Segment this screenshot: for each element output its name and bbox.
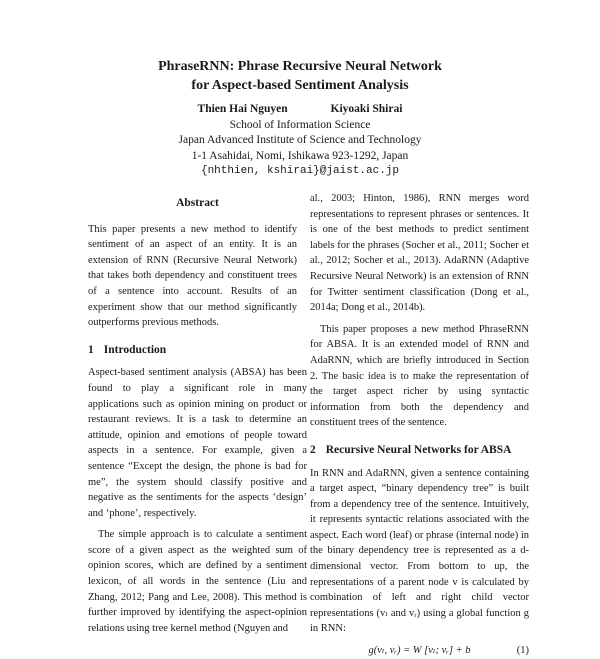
equation-1 [310, 643, 529, 659]
section-2-paragraph-1: In RNN and AdaRNN, given a sentence containing a target aspect, “binary dependency tree” is built from a dependency tree of the sentence. Intuitively, it represents syntactic relations associated with the aspect. Each word (leaf) or phrase (internal node) in the binary dependency tree is represented as a d-dimensional vector. From bottom to up, the representations of a parent node v is calculated by combination of left and right child vector representations (vₗ and vᵣ) using a global function g in RNN: [310, 467, 529, 635]
section-2-number: 2 [310, 443, 316, 456]
author-2: Kiyoaki Shirai [330, 103, 403, 115]
intro-paragraph-continued: al., 2003; Hinton, 1986), RNN merges word representations to represent phrases or sentences. It is one of the best methods to predict sentiment labels for the phrases (Socher et al., 2011; Socher et al., 2012; Socher et al., 2013). AdaRNN (Adaptive Recursive Neural Network) is an extension of RNN for Twitter sentiment classification (Dong et al., 2014a; Dong et al., 2014b). [310, 193, 529, 314]
right-column [310, 191, 529, 659]
author-names [0, 102, 600, 118]
equation-1-number: (1) [516, 645, 529, 657]
address: 1-1 Asahidai, Nomi, Ishikawa 923-1292, Japan [191, 149, 409, 162]
paper-title [0, 57, 600, 95]
section-1-number: 1 [88, 343, 94, 356]
abstract-heading: Abstract [176, 197, 219, 209]
author-block [0, 102, 600, 180]
equation-1-body: g(vₗ, vᵣ) = W [vₗ; vᵣ] + b [368, 645, 471, 657]
abstract-text: This paper presents a new method to identify sentiment of an aspect of an entity. It is an extension of RNN (Recursive Neural Network) that takes both dependency and constituent trees of a sentence into account. Results of an experiment show that our method significantly outperforms previous methods. [88, 223, 297, 329]
section-2-heading [310, 443, 529, 459]
intro-paragraph-1: Aspect-based sentiment analysis (ABSA) has been found to play a significant role in many applications such as opinion mining on product or restaurant reviews. It is a task to determine an attitude, opinion and emotions of people toward aspects in a sentence. For example, given a sentence “Except the design, the phone is bad for me”, the system should classify positive and negative as the sentiments for the aspects ‘design’ and ‘phone’, respectively. [88, 367, 307, 519]
title-line-2: for Aspect-based Sentiment Analysis [191, 78, 409, 93]
affiliation-1: School of Information Science [229, 118, 371, 131]
affiliation-2: Japan Advanced Institute of Science and Technology [178, 134, 422, 146]
intro-paragraph-2: The simple approach is to calculate a sentiment score of a given aspect as the weighted sum of opinion scores, which are defined by a sentiment lexicon, of all words in the sentence (Liu and Zhang, 2012; Pang and Lee, 2008). This method is further improved by identifying the aspect-opinion relations using tree kernel method (Nguyen and [88, 529, 307, 634]
section-1-heading [88, 343, 307, 359]
section-1-title: Introduction [103, 343, 167, 356]
left-column [88, 196, 307, 636]
email: {nhthien, kshirai}@jaist.ac.jp [200, 165, 400, 177]
section-2-title: Recursive Neural Networks for ABSA [325, 443, 512, 456]
title-line-1: PhraseRNN: Phrase Recursive Neural Network [158, 59, 442, 74]
intro-paragraph-proposal: This paper proposes a new method PhraseRNN for ABSA. It is an extended model of RNN and AdaRNN, which are briefly introduced in Section 2. The basic idea is to make the representation of the target aspect richer by using syntactic information from both the dependency and constituent trees of the sentence. [310, 323, 529, 429]
author-1: Thien Hai Nguyen [197, 103, 288, 115]
